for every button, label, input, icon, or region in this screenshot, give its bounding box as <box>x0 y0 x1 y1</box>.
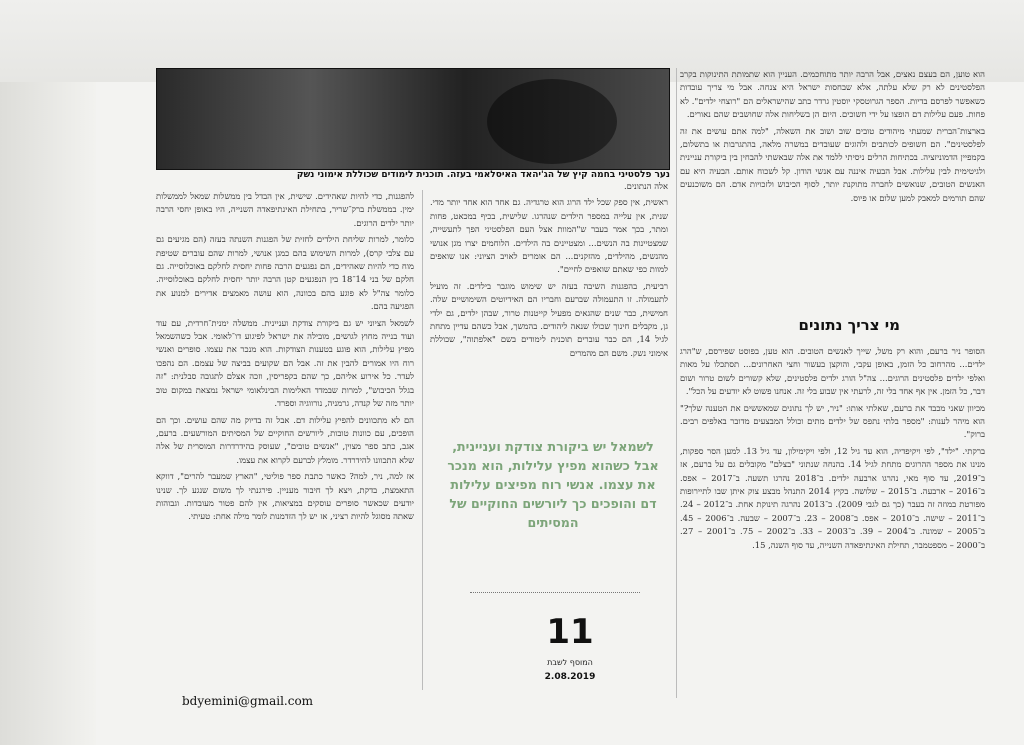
photo-figure <box>487 79 617 164</box>
paragraph: לשמאל הציוני יש גם ביקורת צודקת ועניינית. ממשלה ימנית־חרדית, עם עוד ועוד בנייה מחוץ לגושים, מובילה את ישראל לפיגוע דו־לאומי. אבל כשהשמאל מפיץ עלילות, הוא פוגע בטענות הצודקות. הוא מנכר את עצמו. סופרים ואנשי רוח היו אמורים להבין את זה. אבל הם שקועים בביצה של עצמם. הם נהפכו לעדר. כל אירוע אליהם, כך שהם בקפריסין, וזכה אצלם לתגובה סבלנית: "זה בגלל הכיבוש", למרות שבמדד האלימות הבינלאומי ישראל נמצאת במקום טוב יותר מזה של קנדה, גרמניה, נורווגיה וספרד. <box>156 317 414 409</box>
article-column-right <box>680 68 985 208</box>
paragraph: ראשית, אין ספק שכל ילד הרוג הוא טרגדיה. גם אחד הוא אחד יותר מדי. שנית, אין עלייה במספר הילדים שנהרגו. שלישית, בכיף במכאט, פחות ומתר, בכך אמר בעבר ש"המוות אצל העם הפלסטיני הפך לתעשייה, שמצטיינות בה הנשים... ומצטיינים בה הילדים. הלוחמים יצרו מגן אנושי מהנשים, מהילדים, מהזקנים... הם אומרים לאויב הציוני: אנו שואפים למוות כפי שאתם שואפים לחיים". <box>430 197 668 275</box>
page-fold-shadow <box>0 82 96 745</box>
column-divider <box>422 190 423 690</box>
paragraph: מכיוון שאני מכבד את ברעם, שאלתי אותו: "ניר, יש לך נתונים שמאששים את הטענה שלך?" הוא מיהר לענות: "מספר בלתי נתפס של ילדים מתים וכולל המבצעים מדובר באלפים רבים. ברוק". <box>680 402 985 440</box>
article-column-middle <box>430 180 668 363</box>
paragraph: הם לא מתכוונים להפיץ עלילות דם. אבל זה בדיוק מה שהם עושים. וכך הם הופכים, עם כוונות טובות, ליורשים החוקיים של המסיתים המורשעים. ברעם, אגב, כתב ספר מצוין, "אנשים טובים", שעוסק בהידרדרות המוסרית של אלה שלא התכוונו להידרדר. מומלץ לברעם לקרוא את עצמו. <box>156 414 414 465</box>
paragraph: ברקתי. "ילד", לפי ויקיפדיה, הוא עד גיל 12, ולפי ויקימילון, עד גיל 13. למען הסר ספקות, מנינו את מספר ההרוגים מתחת לגיל 14. בהנחה שנתוני "בצלם" מקובלים גם על ברעם, אז ב־2019, עד סוף מאי, נהרגו ארבעה ילדים. ב־2018 נהרגו תשעה. ב־2017 – אפס. ב־2016 – ארבעה. ב־2015 – שלושה. בקיץ 2014 התנהל מבצע צוק איתן שבו לתיירופות מפורטת במוזה זה בעבר (כך גם לגבי 2009). ב־2013 נהרגה תינוקת אחת. ב־2012 – 24. ב־2011 – שישה. ב־2010 – אפס. ב־2008 – 23. ב־2007 – שבעה. ב־2006 – 45. ב־2005 – שמונה. ב־2004 – 39. ב־2003 – 33. ב־2002 – 75. ב־2001 – 27. ב־2000 – מספטמבר, תחילת האינתיפאדה השנייה, עד סוף השנה, 15. <box>680 445 986 550</box>
supplement-label: המוסף לשבת <box>547 658 593 667</box>
paragraph: אז למה, ניר, למה? כאשר כתבת ספר פוליטי, "הארץ שמעבר להרים", דווקא התאמצת, בדקת, ויצא לך חיבור מעניין. פירגנתי לך משום שנגע לך. שנינו יודעים שכאשר סופרים עוסקים במציאות, אין להם פטור מעובדות. וגבוהות שאתה מסוגל להיות רציני, אז יש לך הזדמנות לומר מילה אחת: טעיתי. <box>156 471 414 522</box>
photo-caption: נער פלסטיני בחמה קיץ של הג'יהאד האיסלאמי בעזה. תוכנית לימודים שכוללת אימוני נשק <box>296 170 670 180</box>
paragraph: כלומר, למרות שליחת הילדים לחזית של הפגנות השנתה בעזה (הם מגיעים גם עם צלבי קרס), למרות השימוש בהם כמגן אנושי, למרות שהם עוברים שטיפת מוח כדי להיות שאהידים, הם נפגעים הרבה פחות יחסית לחלקם באוכלוסייה. גם חלקם של בני 14־18 בין הנפגעים קטן הרבה יותר יחסית לחלקם באוכלוסייה. כלומר צה"ל לא פוגע בהם בכוונה, הוא עושה מאמצים אדירים למנוע את הפגיעה בהם. <box>156 234 414 312</box>
paragraph: אלה הנתונים. <box>623 181 668 191</box>
page-number: 11 <box>546 612 594 652</box>
article-column-left <box>156 190 414 527</box>
issue-date: 2.08.2019 <box>544 672 596 682</box>
paragraph: בארצות־הברית שמעתי מיהודים טובים שוב ושוב את השאלה, "למה אתם עושים את זה לפלסטינים". הם חשופים לכותבים ולהוגים שעובדים במשרה מלאה, בהתגרבות או בתשלום, בקמפיין הדמוניזציה. בכתיחות הרלים ניסיתי ללמד את אלה שבאשתי להבחין בין ביקורת עניינית ולגיטימית לבין עלילות. אבל הבעיה איננה עם אנשי הודון. קל לשכוח אותם. הבעיה היא עם האנשים הטובים, שנואשים לחברה מתוקנת יותר, לסוף הכיבוש ולזכויות אדם. הם משוכנעים שהם תורמים למאבק למען שלום או פיוס. <box>680 125 985 203</box>
paragraph: להפגנות, כדי להיות שאהידים. שישית, אין הבדל בין ממשלות שמאל לממשלות ימין. בממשלת ברק־שריר, בתחילת האינתיפאדה השנייה, היו באופן יחסי הרבה יותר ילדים הרוגים. <box>156 191 414 228</box>
article-photo <box>156 68 670 170</box>
article-column-right-lower <box>680 345 985 555</box>
paragraph: רביעית, בהפגנות השיבה בעזה יש שימוש מוגבר בילדים. זה מועיל לתעמולה. זו התעמולה שברעם וחבריו הם האידיוטים השימושיים שלה. חמישית, כבר שנים שהגאים מפעיל קייטנות טרור, שבהן ילדים, גם ילדי גן, מקבלים חינוך שכולו שנאה ליהודים. בהמשך, אבל כשהם עדיין מתחת לגיל 14, הם כבר עוברים תוכנית לימודים בשם "אלפתוה", שכוללת אימוני נשק. משם הם מהמרים <box>430 280 668 358</box>
pull-quote-divider <box>470 592 640 593</box>
author-email: bdyemini@gmail.com <box>182 694 314 708</box>
paragraph: הסופר ניר ברעם, והוא רק משל, שייך לאנשים הטובים. הוא טען, בפוסט שפירסם, ש"הרג ילדים... מהרחוב כל הזמן, באופן עקבי, והוקצן בעשור וחצי האחרונים... תסתכלו על מאות ואלפי ילדים פלסטינים הרוגים... צה"ל הורג ילדים פלסטינים, שלא קשורים לשום טרור ושום דבר, כל הזמן. אין אף אחד בלי זה, לרעתי אין שבוע בלי זה. אנחנו פשוט לא יודעים על הכל". <box>680 346 985 397</box>
section-headline: מי צריך נתונים <box>798 316 900 334</box>
pull-quote: לשמאל יש ביקורת צודקת ועניינית, אבל כשהוא מפיץ עלילות, הוא מנכר את עצמו. אנשי רוח מפיצים עלילות דם והופכים כך ליורשים החוקיים של המסיתים <box>447 439 659 530</box>
paragraph: הוא טוען, הם בעצם נאצים, אבל הרבה יותר מתוחכמים. העניין הוא שתמותת התינוקות בקרב הפלסטינים לא רק שלא עלתה, אלא שבחסות ישראל היא צנחה. אבל מי צריך עובדות כשאפשר לפרסם בדיות. הספר הגרוטסקי יוסטין גרדר כתב שהישראלים הם "רוצחי ילדים". לא פחות. פעם עלילות דם הופצו על ידי חשוכים. היום הן בשליחות אלה שחושבים שהם נאורים. <box>680 69 985 120</box>
column-divider <box>676 68 677 698</box>
